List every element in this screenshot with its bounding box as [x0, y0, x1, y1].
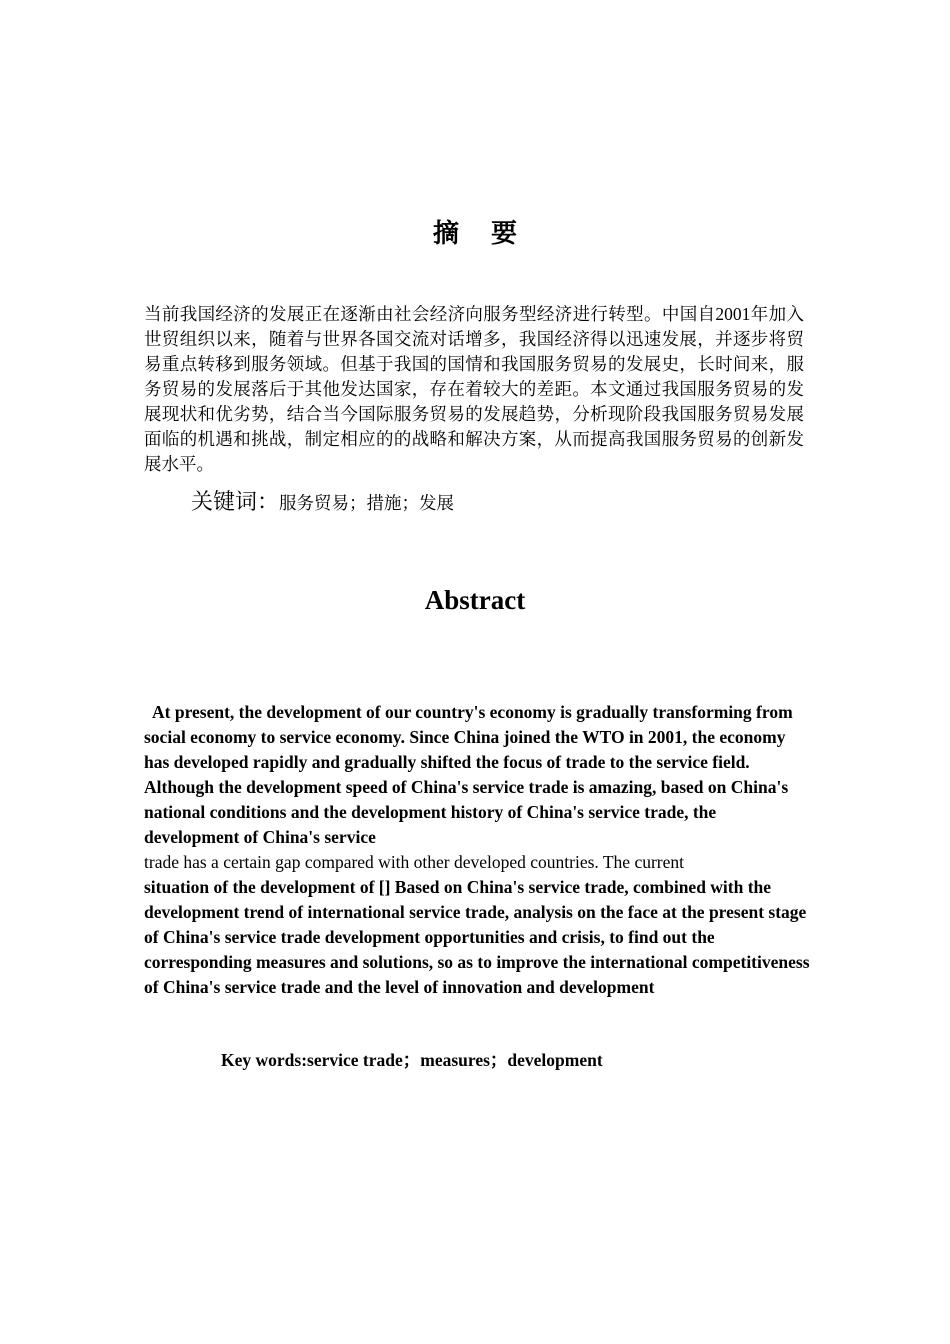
english-abstract-regular-part: trade has a certain gap compared with other developed countries. The current — [144, 852, 685, 872]
english-abstract-bold-part2: situation of the development of [] Based on China's service trade, combined with the development trend of international service trade, analysis on the face at the present stage of China's service trade development opportunities and crisis, to find out the corresponding measures and solutions, so as to improve the international competitiveness of China's service trade and the level of innovation and development — [144, 877, 810, 997]
english-abstract-body — [144, 700, 810, 1000]
chinese-keywords-value: 服务贸易；措施；发展 — [279, 493, 455, 513]
chinese-abstract-body: 当前我国经济的发展正在逐渐由社会经济向服务型经济进行转型。中国自2001年加入世贸组织以来，随着与世界各国交流对话增多，我国经济得以迅速发展，并逐步将贸易重点转移到服务领域。但基于我国的国情和我国服务贸易的发展史，长时间来，服务贸易的发展落后于其他发达国家，存在着较大的差距。本文通过我国服务贸易的发展现状和优劣势，结合当今国际服务贸易的发展趋势，分析现阶段我国服务贸易发展面临的机遇和挑战，制定相应的的战略和解决方案，从而提高我国服务贸易的创新发展水平。 — [144, 304, 804, 474]
chinese-keywords-label: 关键词： — [191, 489, 280, 514]
english-abstract-title: Abstract — [424, 585, 526, 615]
chinese-keywords — [191, 487, 454, 518]
chinese-abstract-title: 摘要 — [432, 219, 549, 248]
english-keywords: Key words:service trade；measures；development — [221, 1050, 603, 1070]
english-abstract-bold-part1: At present, the development of our country's economy is gradually transforming from social economy to service economy. Since China joined the WTO in 2001, the economy has developed rapidly and gradually shifted the focus of trade to the service field. Although the development speed of China's service trade is amazing, based on China's national conditions and the development history of China's service trade, the development of China's service — [144, 702, 793, 847]
